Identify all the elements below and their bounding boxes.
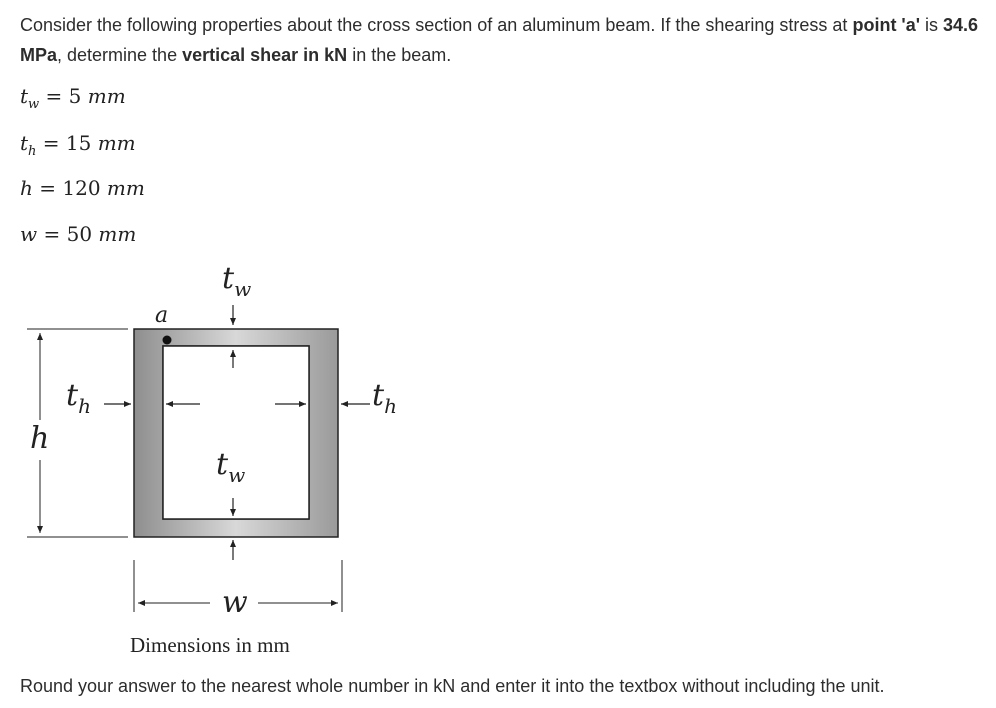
figure-caption: Dimensions in mm	[130, 633, 290, 657]
question-stress-value: 34.6 MPa	[20, 15, 979, 65]
property-th-value: = 15	[36, 131, 98, 155]
question-target: vertical shear in kN	[182, 45, 348, 65]
property-tw-value: = 5	[39, 84, 88, 108]
answer-instruction: Round your answer to the nearest whole number in kN and enter it into the textbox without including the unit.	[20, 676, 885, 696]
tw-inner-label: $t_w$	[216, 447, 246, 487]
property-tw-symbol: t	[20, 84, 29, 108]
property-th-sub: h	[28, 144, 37, 159]
property-tw-unit: mm	[87, 84, 126, 108]
point-a-marker	[163, 336, 172, 345]
point-a-label: a	[155, 303, 169, 328]
box-inner-void	[163, 346, 309, 519]
tw-top-label: $t_w$	[222, 261, 252, 301]
property-h-unit: mm	[106, 176, 145, 200]
question-point-a: point 'a'	[852, 15, 921, 35]
h-label: h	[30, 421, 50, 456]
property-tw-sub: w	[28, 97, 40, 112]
property-w-symbol: w	[20, 222, 38, 246]
question-part-4: in the beam.	[347, 45, 452, 65]
question-part-3: , determine the	[57, 45, 183, 65]
property-h-symbol: h	[20, 176, 33, 200]
property-th-unit: mm	[97, 131, 136, 155]
property-w-unit: mm	[98, 222, 137, 246]
property-th-symbol: t	[20, 131, 29, 155]
th-right-label: $t_h$	[372, 378, 397, 418]
question-part-1: Consider the following properties about the cross section of an aluminum beam. If the shearing stress at	[20, 15, 853, 35]
property-w-value: = 50	[37, 222, 99, 246]
property-h-value: = 120	[32, 176, 107, 200]
th-left-label: $t_h$	[66, 378, 91, 418]
question-part-2: is	[920, 15, 944, 35]
w-label: w	[222, 585, 248, 620]
